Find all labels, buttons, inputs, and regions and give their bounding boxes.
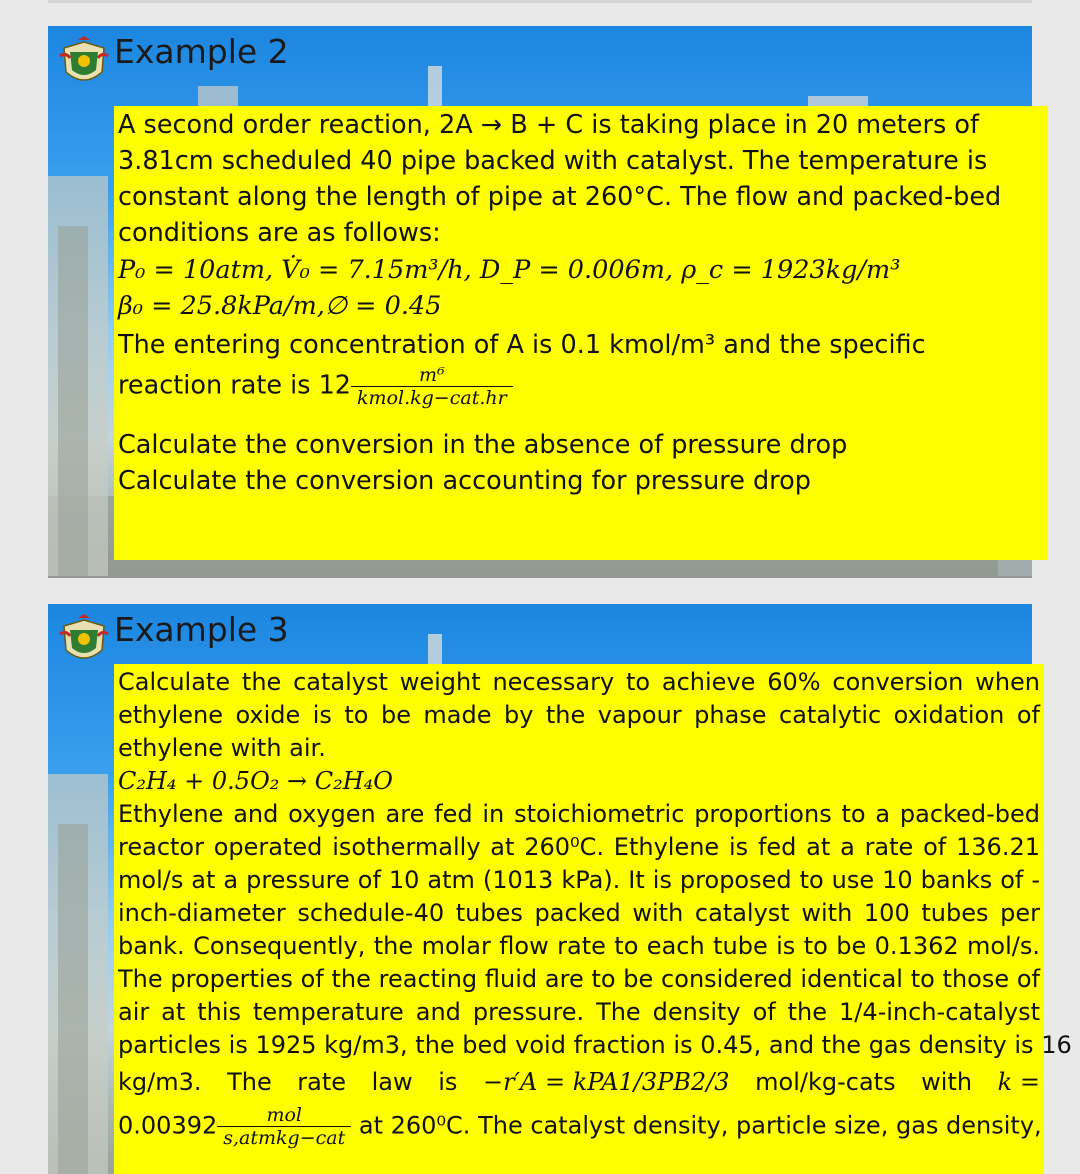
text-line: 3.81cm scheduled 40 pipe backed with catalyst. The temperature is (118, 146, 988, 176)
text-line: ethylene with air. (118, 734, 326, 762)
top-divider (48, 0, 1032, 3)
text-line: The properties of the reacting fluid are to be considered identical to those of (118, 965, 1040, 993)
text-line: particles is 1925 kg/m3, the bed void fraction is 0.45, and the gas density is 16 (118, 1031, 1072, 1059)
conditions-equation: β₀ = 25.8kPa/m,∅ = 0.45 (118, 291, 442, 321)
rate-unit: mol/kg-cats (755, 1068, 896, 1096)
slide-title: Example 2 (114, 32, 289, 71)
text-line: conditions are as follows: (118, 218, 441, 248)
text-line: bank. Consequently, the molar flow rate to each tube is to be 0.1362 mol/s. (118, 932, 1040, 960)
university-crest-icon (56, 34, 112, 90)
problem-statement-panel (114, 106, 1048, 560)
slide-example-2[interactable] (48, 26, 1032, 578)
fraction-numerator: mol (266, 1104, 303, 1126)
word: with (921, 1068, 973, 1096)
conditions-equation: P₀ = 10atm, V̇₀ = 7.15m³/h, D_P = 0.006m, ρ_c = 1923kg/m³ (118, 255, 901, 285)
task-line: Calculate the conversion in the absence of pressure drop (118, 430, 848, 460)
fraction-denominator: kmol.kg−cat.hr (351, 386, 513, 409)
university-crest-icon (56, 612, 112, 668)
rate-law-equation: −r′A = kPA1/3PB2/3 (482, 1068, 730, 1096)
k-equation: k = (997, 1068, 1040, 1096)
slide-example-3[interactable] (48, 604, 1072, 1174)
fraction-denominator: s,atmkg−cat (217, 1126, 351, 1149)
text-line: mol/s at a pressure of 10 atm (1013 kPa). It is proposed to use 10 banks of - (118, 866, 1040, 894)
word: law (371, 1068, 413, 1096)
word: The (227, 1068, 272, 1096)
rate-line (118, 364, 513, 409)
text-line: The entering concentration of A is 0.1 kmol/m³ and the specific (118, 330, 926, 360)
text-line: A second order reaction, 2A → B + C is taking place in 20 meters of (118, 110, 979, 140)
text-line: constant along the length of pipe at 260°C. The flow and packed-bed (118, 182, 1002, 212)
k-units-fraction (217, 1104, 351, 1149)
rate-prefix: reaction rate is 12 (118, 370, 352, 401)
fraction-numerator: m⁶ (419, 364, 445, 386)
problem-statement-panel (114, 664, 1072, 1174)
text-line: Calculate the catalyst weight necessary to achieve 60% conversion when (118, 668, 1040, 696)
k-value-line (118, 1104, 1042, 1149)
text-line: Ethylene and oxygen are fed in stoichiometric proportions to a packed-bed (118, 800, 1040, 828)
word: is (438, 1068, 458, 1096)
text-line-tail: at 260⁰C. The catalyst density, particle size, gas density, (358, 1111, 1042, 1140)
rate-law-line (118, 1066, 1040, 1099)
task-line: Calculate the conversion accounting for pressure drop (118, 466, 811, 496)
reaction-equation: C₂H₄ + 0.5O₂ → C₂H₄O (118, 767, 393, 795)
word: rate (297, 1068, 347, 1096)
text-line: reactor operated isothermally at 260⁰C. Ethylene is fed at a rate of 136.21 (118, 833, 1040, 861)
word: kg/m3. (118, 1068, 202, 1096)
text-line: inch-diameter schedule-40 tubes packed with catalyst with 100 tubes per (118, 899, 1040, 927)
slide-title: Example 3 (114, 610, 289, 649)
text-line: air at this temperature and pressure. The density of the 1/4-inch-catalyst (118, 998, 1040, 1026)
rate-fraction (351, 364, 513, 409)
k-value: 0.00392 (118, 1111, 218, 1140)
text-line: ethylene oxide is to be made by the vapour phase catalytic oxidation of (118, 701, 1040, 729)
